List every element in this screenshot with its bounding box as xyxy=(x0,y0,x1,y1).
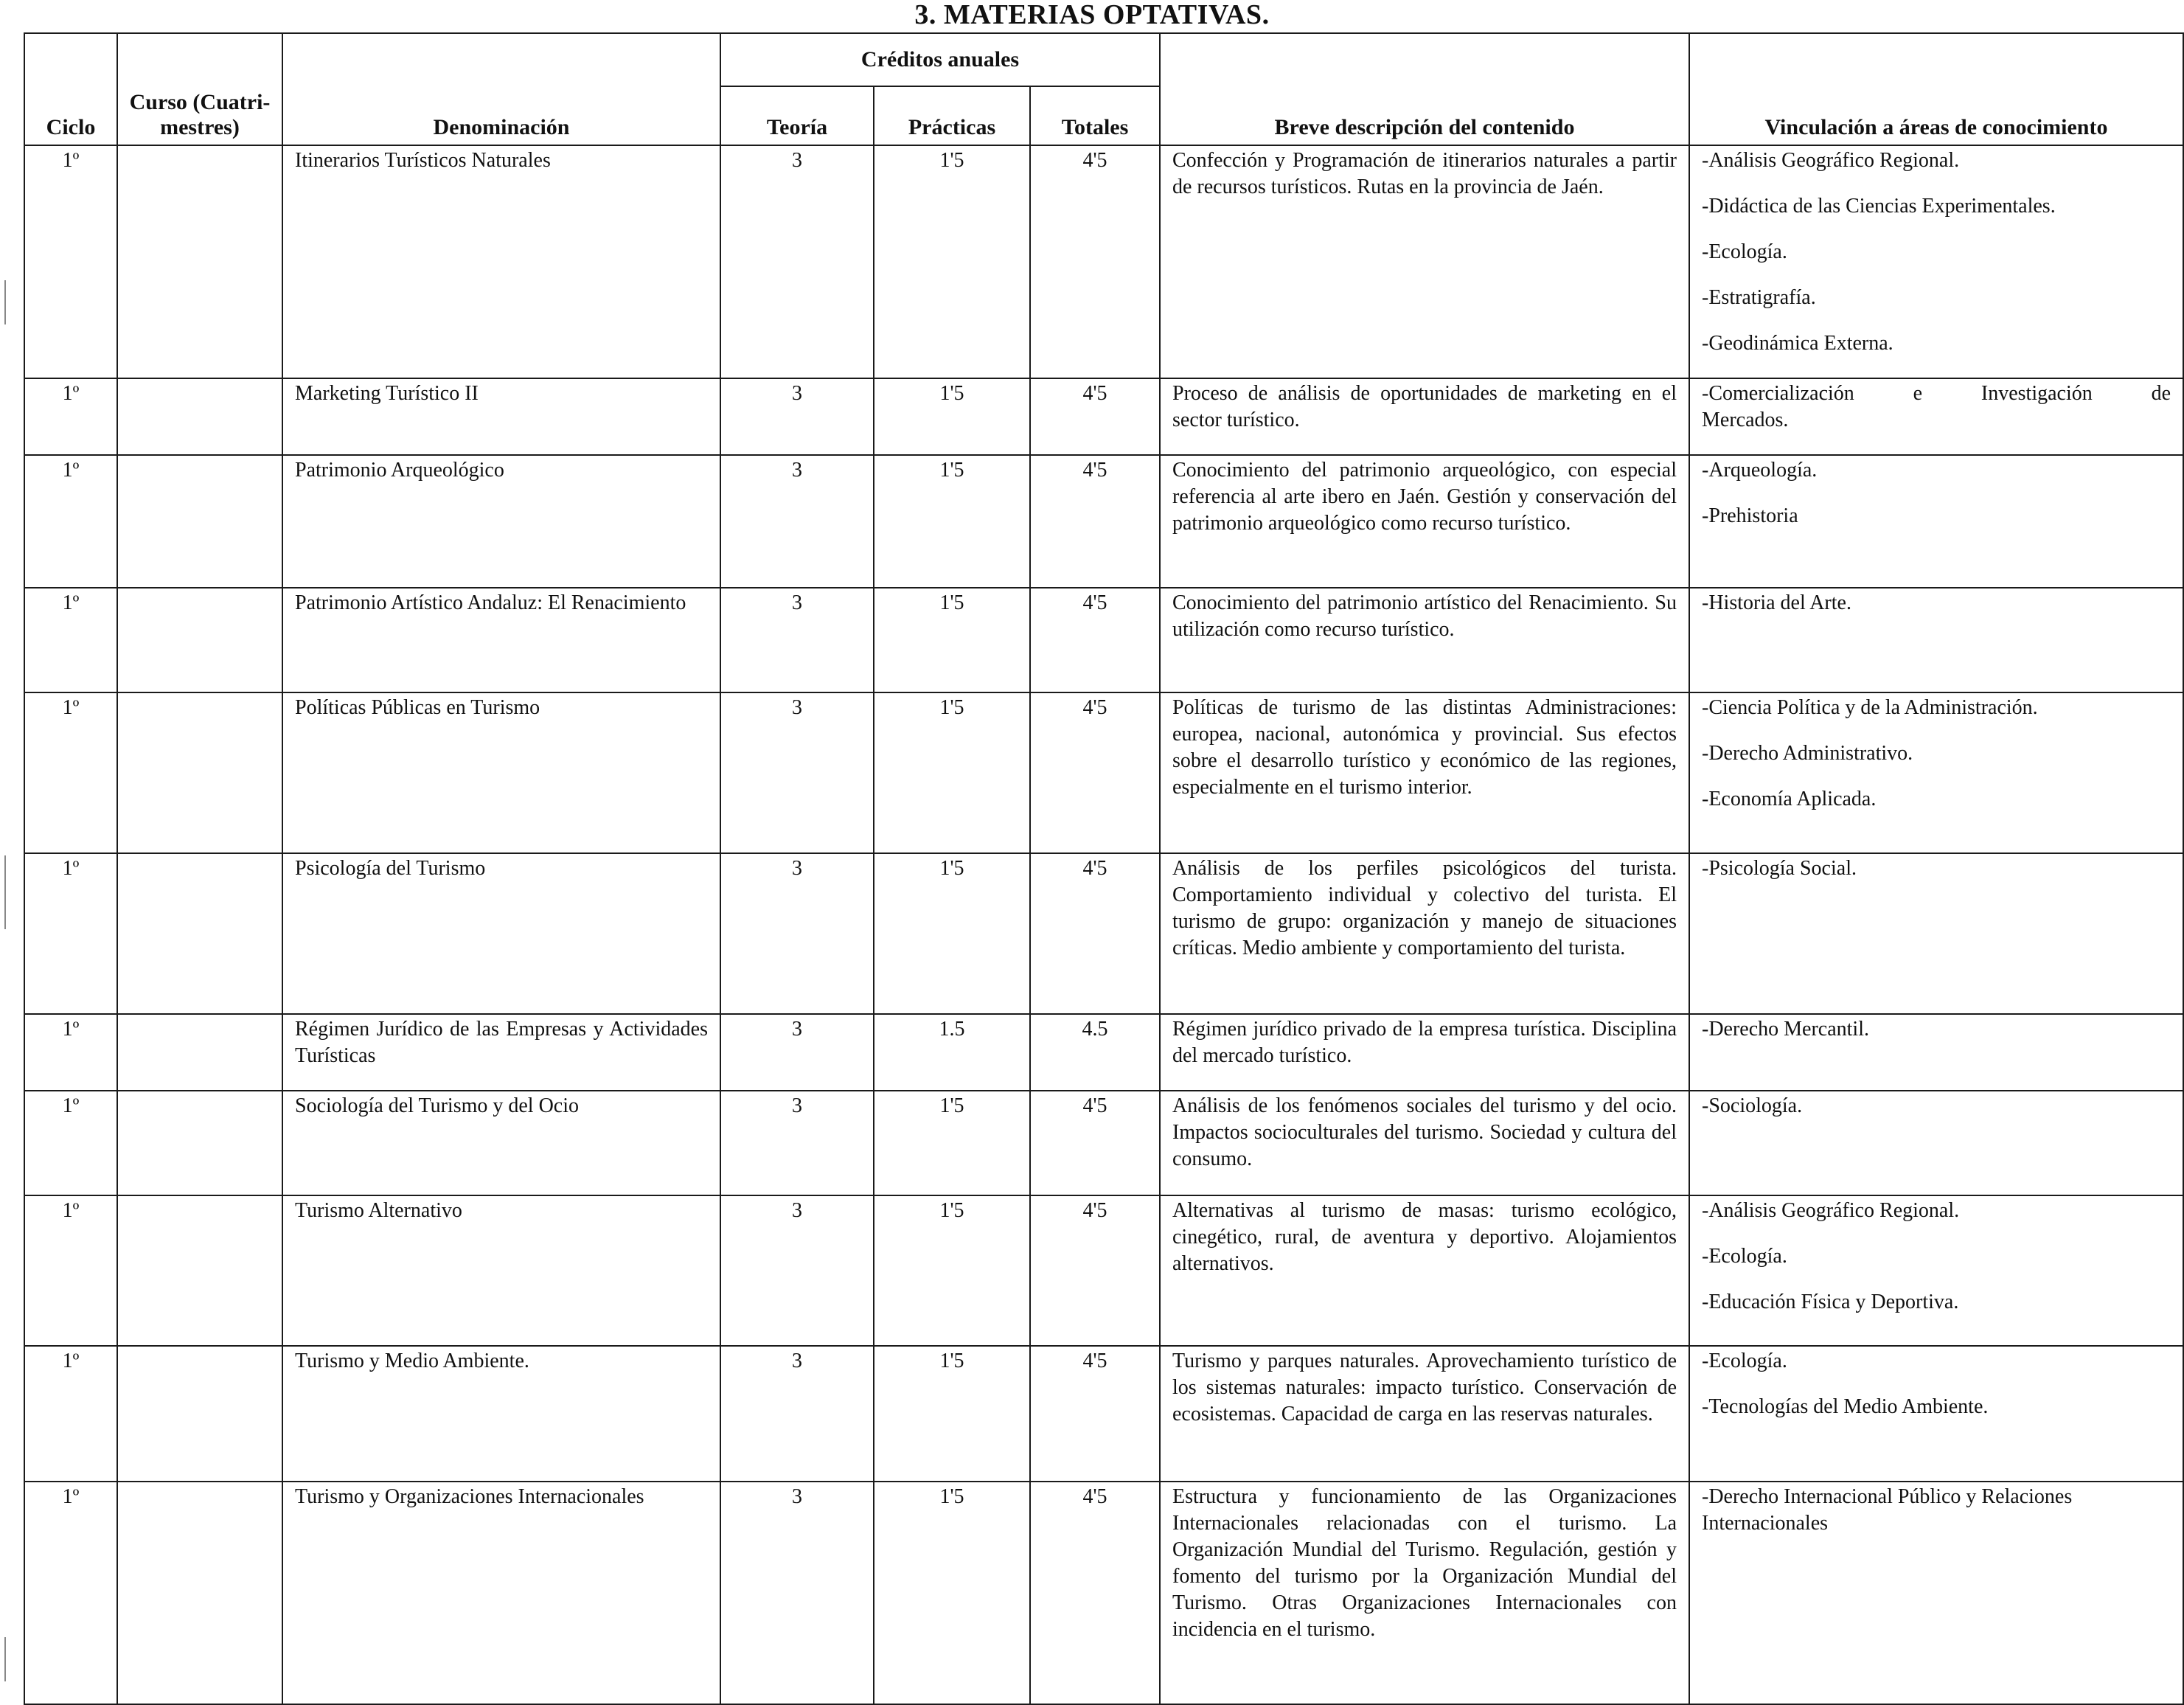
cell-teoria: 3 xyxy=(720,692,874,853)
cell-practicas: 1'5 xyxy=(874,378,1030,455)
cell-descripcion: Conocimiento del patrimonio arqueológico, con especial referencia al arte ibero en Jaén. Gestión y conservación del patrimonio arqueológico como recurso turístico. xyxy=(1160,455,1689,588)
header-totales: Totales xyxy=(1030,86,1160,145)
cell-denominacion: Patrimonio Arqueológico xyxy=(282,455,720,588)
cell-curso xyxy=(117,1195,282,1346)
cell-denominacion: Sociología del Turismo y del Ocio xyxy=(282,1091,720,1195)
knowledge-area: -Comercialización e Investigación de xyxy=(1702,382,2171,405)
cell-ciclo: 1º xyxy=(24,692,117,853)
cell-ciclo: 1º xyxy=(24,1195,117,1346)
cell-practicas: 1'5 xyxy=(874,145,1030,378)
knowledge-area: -Economía Aplicada. xyxy=(1702,788,1877,810)
knowledge-area: -Análisis Geográfico Regional. xyxy=(1702,149,1960,172)
knowledge-area: -Ecología. xyxy=(1702,1245,1787,1268)
cell-totales: 4'5 xyxy=(1030,588,1160,692)
cell-descripcion: Alternativas al turismo de masas: turismo ecológico, cinegético, rural, de aventura y deportivo. Alojamientos alternativos. xyxy=(1160,1195,1689,1346)
cell-totales: 4'5 xyxy=(1030,1195,1160,1346)
cell-teoria: 3 xyxy=(720,853,874,1014)
cell-descripcion: Turismo y parques naturales. Aprovechamiento turístico de los sistemas naturales: impacto turístico. Conservación de ecosistemas. Capacidad de carga en las reservas naturales. xyxy=(1160,1346,1689,1482)
cell-ciclo: 1º xyxy=(24,588,117,692)
cell-vinculacion xyxy=(1689,1014,2183,1091)
cell-teoria: 3 xyxy=(720,1346,874,1482)
cell-teoria: 3 xyxy=(720,1482,874,1704)
cell-ciclo: 1º xyxy=(24,1346,117,1482)
knowledge-area: -Didáctica de las Ciencias Experimentales. xyxy=(1702,195,2056,218)
cell-descripcion: Régimen jurídico privado de la empresa turística. Disciplina del mercado turístico. xyxy=(1160,1014,1689,1091)
cell-curso xyxy=(117,1482,282,1704)
cell-descripcion: Análisis de los fenómenos sociales del turismo y del ocio. Impactos socioculturales del turismo. Sociedad y cultura del consumo. xyxy=(1160,1091,1689,1195)
header-ciclo: Ciclo xyxy=(24,33,117,145)
knowledge-area: -Educación Física y Deportiva. xyxy=(1702,1291,1959,1313)
knowledge-area: -Derecho Mercantil. xyxy=(1702,1018,1869,1041)
header-teoria: Teoría xyxy=(720,86,874,145)
table-row xyxy=(24,1482,2183,1704)
cell-denominacion: Psicología del Turismo xyxy=(282,853,720,1014)
cell-curso xyxy=(117,588,282,692)
table-row xyxy=(24,145,2183,378)
cell-descripcion: Estructura y funcionamiento de las Organizaciones Internacionales relacionadas con el turismo. La Organización Mundial del Turismo. Regulación, gestión y fomento del turismo por la Organización Mundial del Turismo. Otras Organizaciones Internacionales con incidencia en el turismo. xyxy=(1160,1482,1689,1704)
page-title: 3. MATERIAS OPTATIVAS. xyxy=(914,0,1270,30)
cell-vinculacion xyxy=(1689,1346,2183,1482)
cell-curso xyxy=(117,692,282,853)
knowledge-area: -Arqueología. xyxy=(1702,459,1818,482)
cell-practicas: 1'5 xyxy=(874,588,1030,692)
cell-vinculacion xyxy=(1689,455,2183,588)
cell-totales: 4'5 xyxy=(1030,1346,1160,1482)
cell-practicas: 1'5 xyxy=(874,1482,1030,1704)
cell-teoria: 3 xyxy=(720,588,874,692)
cell-practicas: 1'5 xyxy=(874,692,1030,853)
knowledge-area: Mercados. xyxy=(1702,409,1789,431)
cell-teoria: 3 xyxy=(720,1091,874,1195)
cell-teoria: 3 xyxy=(720,378,874,455)
cell-curso xyxy=(117,1014,282,1091)
knowledge-area: -Sociología. xyxy=(1702,1094,1803,1117)
header-practicas: Prácticas xyxy=(874,86,1030,145)
cell-curso xyxy=(117,1091,282,1195)
cell-vinculacion xyxy=(1689,378,2183,455)
cell-curso xyxy=(117,145,282,378)
cell-totales: 4'5 xyxy=(1030,692,1160,853)
cell-vinculacion xyxy=(1689,145,2183,378)
cell-teoria: 3 xyxy=(720,455,874,588)
cell-ciclo: 1º xyxy=(24,145,117,378)
cell-practicas: 1'5 xyxy=(874,1346,1030,1482)
cell-vinculacion xyxy=(1689,1482,2183,1704)
cell-descripcion: Proceso de análisis de oportunidades de marketing en el sector turístico. xyxy=(1160,378,1689,455)
knowledge-area: -Psicología Social. xyxy=(1702,857,1857,880)
cell-totales: 4'5 xyxy=(1030,145,1160,378)
cell-ciclo: 1º xyxy=(24,455,117,588)
cell-teoria: 3 xyxy=(720,1195,874,1346)
header-denominacion: Denominación xyxy=(282,33,720,145)
optional-subjects-table xyxy=(24,32,2184,1705)
scan-edge-mark xyxy=(4,280,6,324)
table-row xyxy=(24,1091,2183,1195)
table-row xyxy=(24,1195,2183,1346)
cell-curso xyxy=(117,378,282,455)
cell-totales: 4'5 xyxy=(1030,455,1160,588)
header-curso: Curso (Cuatri-mestres) xyxy=(117,33,282,145)
knowledge-area: -Derecho Internacional Público y Relaciones Internacionales xyxy=(1702,1485,2073,1535)
scan-edge-mark xyxy=(4,1637,6,1681)
cell-practicas: 1'5 xyxy=(874,853,1030,1014)
knowledge-area: -Análisis Geográfico Regional. xyxy=(1702,1199,1960,1222)
knowledge-area: -Derecho Administrativo. xyxy=(1702,742,1913,765)
cell-vinculacion xyxy=(1689,853,2183,1014)
header-creditos-anuales: Créditos anuales xyxy=(720,33,1160,86)
knowledge-area: -Ecología. xyxy=(1702,240,1787,263)
cell-ciclo: 1º xyxy=(24,1014,117,1091)
knowledge-area: -Prehistoria xyxy=(1702,504,1798,527)
cell-totales: 4'5 xyxy=(1030,1091,1160,1195)
table-row xyxy=(24,1014,2183,1091)
cell-denominacion: Turismo y Medio Ambiente. xyxy=(282,1346,720,1482)
cell-practicas: 1'5 xyxy=(874,1195,1030,1346)
cell-ciclo: 1º xyxy=(24,1482,117,1704)
table-body xyxy=(24,145,2183,1704)
cell-denominacion: Turismo y Organizaciones Internacionales xyxy=(282,1482,720,1704)
cell-vinculacion xyxy=(1689,1091,2183,1195)
table-row xyxy=(24,853,2183,1014)
cell-descripcion: Conocimiento del patrimonio artístico del Renacimiento. Su utilización como recurso turístico. xyxy=(1160,588,1689,692)
header-vinculacion: Vinculación a áreas de conocimiento xyxy=(1689,33,2183,145)
cell-denominacion: Itinerarios Turísticos Naturales xyxy=(282,145,720,378)
cell-ciclo: 1º xyxy=(24,378,117,455)
cell-totales: 4.5 xyxy=(1030,1014,1160,1091)
cell-ciclo: 1º xyxy=(24,853,117,1014)
cell-totales: 4'5 xyxy=(1030,378,1160,455)
cell-vinculacion xyxy=(1689,1195,2183,1346)
cell-ciclo: 1º xyxy=(24,1091,117,1195)
cell-descripcion: Confección y Programación de itinerarios naturales a partir de recursos turísticos. Rutas en la provincia de Jaén. xyxy=(1160,145,1689,378)
cell-curso xyxy=(117,455,282,588)
table-row xyxy=(24,1346,2183,1482)
cell-denominacion: Políticas Públicas en Turismo xyxy=(282,692,720,853)
cell-vinculacion xyxy=(1689,588,2183,692)
cell-totales: 4'5 xyxy=(1030,1482,1160,1704)
table-row xyxy=(24,692,2183,853)
cell-denominacion: Marketing Turístico II xyxy=(282,378,720,455)
cell-descripcion: Análisis de los perfiles psicológicos del turista. Comportamiento individual y colectivo del turista. El turismo de grupo: organización y manejo de situaciones críticas. Medio ambiente y comportamiento del turista. xyxy=(1160,853,1689,1014)
cell-vinculacion xyxy=(1689,692,2183,853)
cell-denominacion: Régimen Jurídico de las Empresas y Actividades Turísticas xyxy=(282,1014,720,1091)
knowledge-area: -Ecología. xyxy=(1702,1350,1787,1372)
cell-practicas: 1.5 xyxy=(874,1014,1030,1091)
cell-denominacion: Turismo Alternativo xyxy=(282,1195,720,1346)
cell-teoria: 3 xyxy=(720,1014,874,1091)
knowledge-area: -Estratigrafía. xyxy=(1702,286,1816,309)
cell-descripcion: Políticas de turismo de las distintas Administraciones: europea, nacional, autonómica y provincial. Sus efectos sobre el desarrollo turístico y económico de las regiones, especialmente en el turismo interior. xyxy=(1160,692,1689,853)
knowledge-area: -Ciencia Política y de la Administración. xyxy=(1702,696,2038,719)
table-row xyxy=(24,378,2183,455)
knowledge-area: -Tecnologías del Medio Ambiente. xyxy=(1702,1395,1989,1418)
cell-totales: 4'5 xyxy=(1030,853,1160,1014)
cell-practicas: 1'5 xyxy=(874,455,1030,588)
cell-practicas: 1'5 xyxy=(874,1091,1030,1195)
knowledge-area: -Geodinámica Externa. xyxy=(1702,332,1893,355)
cell-denominacion: Patrimonio Artístico Andaluz: El Renacimiento xyxy=(282,588,720,692)
cell-teoria: 3 xyxy=(720,145,874,378)
cell-curso xyxy=(117,853,282,1014)
scan-edge-mark xyxy=(4,855,6,929)
cell-curso xyxy=(117,1346,282,1482)
knowledge-area: -Historia del Arte. xyxy=(1702,591,1851,614)
table-row xyxy=(24,588,2183,692)
header-descripcion: Breve descripción del contenido xyxy=(1160,33,1689,145)
table-row xyxy=(24,455,2183,588)
